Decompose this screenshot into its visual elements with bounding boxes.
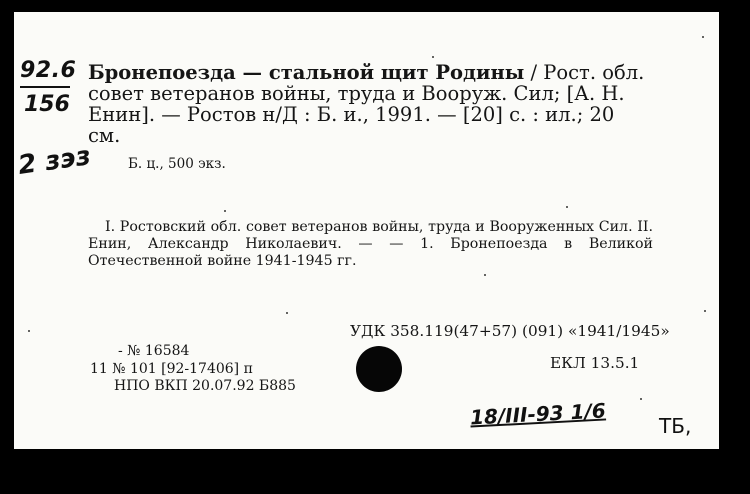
print-speck: [224, 210, 226, 212]
inventory-number: 2 зэз: [16, 141, 93, 181]
print-speck: [704, 310, 706, 312]
description-body: / Рост. обл. совет ветеранов войны, труда и Вооруж. Сил; [А. Н. Енин]. — Ростов н/Д : Б. и., 1991. — [20] с. : ил.; 20 см.: [88, 61, 645, 147]
print-speck: [640, 398, 642, 400]
print-speck: [28, 330, 30, 332]
shelfmark-top: 92.6: [20, 58, 77, 83]
print-speck: [702, 36, 704, 38]
print-speck: [566, 206, 568, 208]
handwritten-date-stamp: 18/III-93 1/6: [469, 398, 607, 430]
print-speck: [484, 274, 486, 276]
registration-publisher: НПО ВКП 20.07.92 Б885: [114, 378, 296, 394]
registration-order: 11 № 101 [92-17406] п: [90, 361, 253, 377]
book-title: Бронепоезда — стальной щит Родины: [88, 61, 525, 84]
price-line: Б. ц., 500 экз.: [128, 156, 226, 172]
registration-number: - № 16584: [118, 343, 190, 359]
handwritten-initials: ТБ,: [659, 414, 692, 438]
punch-hole: [356, 346, 402, 392]
catalog-card: [14, 12, 719, 449]
print-speck: [286, 312, 288, 314]
tracings-text: I. Ростовский обл. совет ветеранов войны, труда и Вооруженных Сил. II. Енин, Александр Николаевич. — — 1. Бронепоезда в Великой Отечественной войне 1941-1945 гг.: [88, 219, 653, 269]
bibliographic-description: [88, 62, 648, 146]
ekl-code: ЕКЛ 13.5.1: [550, 354, 640, 372]
udk-code: УДК 358.119(47+57) (091) «1941/1945»: [350, 322, 670, 340]
shelfmark-divider: [20, 86, 70, 88]
print-speck: [432, 56, 434, 58]
shelfmark-bottom: 156: [24, 92, 70, 117]
